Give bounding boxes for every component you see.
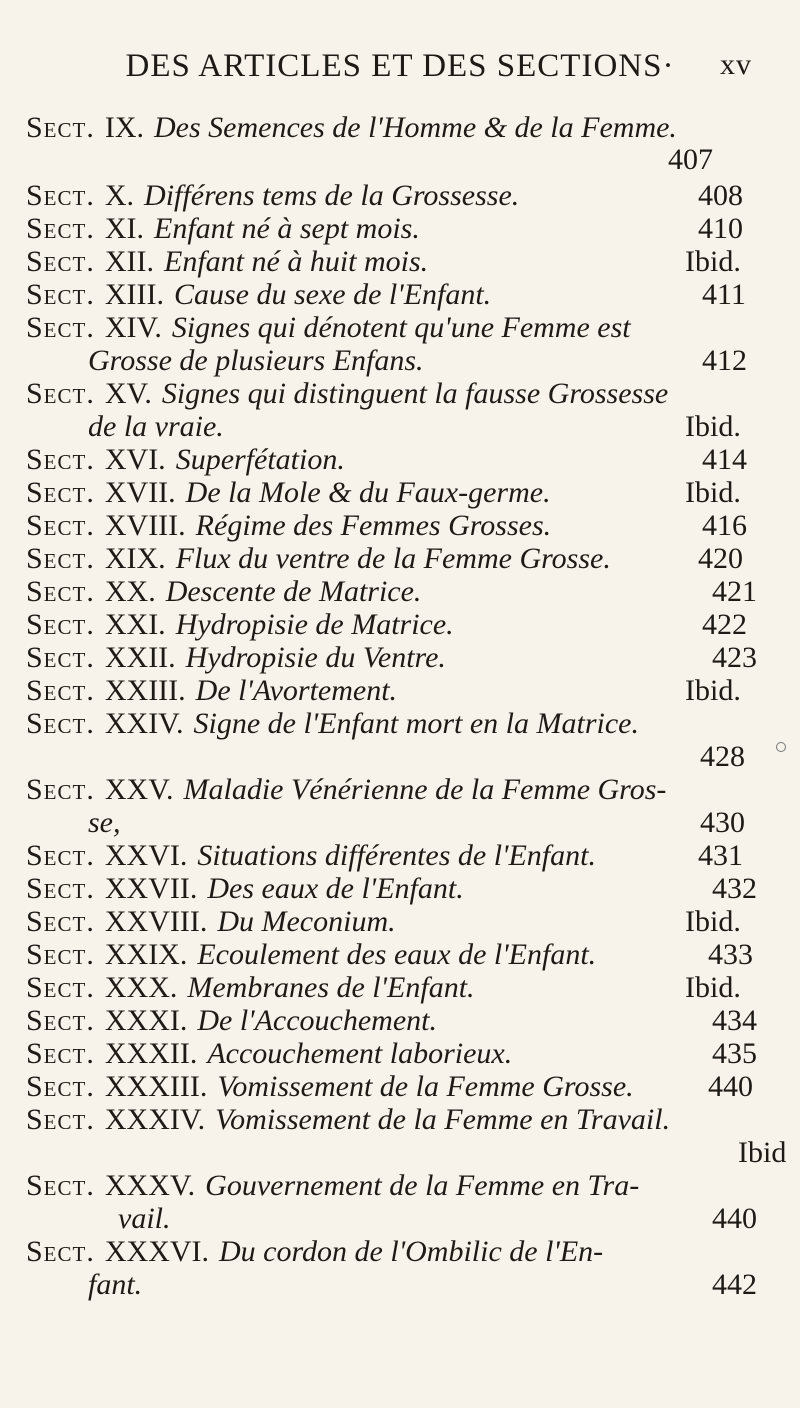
page-number: Ibid.: [685, 971, 741, 1004]
margin-mark: [776, 742, 786, 752]
page-number: 428: [700, 740, 745, 773]
section-number: XXIX.: [104, 938, 188, 971]
toc-entry: [26, 1069, 634, 1105]
section-title: Superfétation.: [175, 443, 345, 476]
section-label: Sect.: [26, 674, 95, 707]
page-number: 432: [712, 872, 757, 905]
section-label: Sect.: [26, 212, 95, 245]
section-label: Sect.: [26, 905, 95, 938]
section-number: XXXIV.: [104, 1103, 206, 1136]
section-label: Sect.: [26, 1103, 95, 1136]
section-label: Sect.: [26, 872, 95, 905]
page-number: 407: [668, 143, 713, 176]
toc-entry: [26, 607, 454, 643]
section-number: XXIII.: [104, 674, 186, 707]
section-title: Des eaux de l'Enfant.: [207, 872, 464, 905]
section-title: Membranes de l'Enfant.: [187, 971, 475, 1004]
page-number: 431: [698, 839, 743, 872]
section-number: XIV.: [104, 311, 162, 344]
page-number: 408: [698, 179, 743, 212]
section-label: Sect.: [26, 839, 95, 872]
section-label: Sect.: [26, 476, 95, 509]
section-label: Sect.: [26, 938, 95, 971]
section-title: De l'Accouchement.: [197, 1004, 437, 1037]
toc-entry: [26, 970, 475, 1006]
section-number: XXX.: [104, 971, 178, 1004]
section-title: Descente de Matrice.: [165, 575, 422, 608]
page-number: Ibid: [738, 1136, 787, 1169]
section-title: Des Semences de l'Homme & de la Femme.: [154, 111, 677, 144]
toc-entry: [26, 475, 551, 511]
section-title: Signes qui dénotent qu'une Femme est: [171, 311, 631, 344]
section-number: X.: [104, 179, 135, 212]
section-number: XXXI.: [104, 1004, 188, 1037]
section-title: Vomissement de la Femme Grosse.: [217, 1070, 634, 1103]
section-title: De la Mole & du Faux-germe.: [185, 476, 551, 509]
page-number: Ibid.: [685, 905, 741, 938]
toc-entry: [26, 1234, 603, 1270]
section-label: Sect.: [26, 575, 95, 608]
toc-entry: [26, 1036, 512, 1072]
page-number: 420: [698, 542, 743, 575]
page-number: Ibid.: [685, 410, 741, 443]
toc-entry: [26, 110, 677, 146]
section-title-continuation: vail.: [118, 1202, 171, 1235]
section-title: Flux du ventre de la Femme Grosse.: [175, 542, 611, 575]
section-label: Sect.: [26, 641, 95, 674]
section-number: XVII.: [104, 476, 176, 509]
section-label: Sect.: [26, 179, 95, 212]
page-number: 440: [708, 1070, 753, 1103]
section-title: Enfant né à sept mois.: [154, 212, 420, 245]
section-title: Gouvernement de la Femme en Tra-: [205, 1169, 640, 1202]
running-header: [0, 48, 800, 85]
header-title: DES ARTICLES ET DES SECTIONS·: [125, 48, 675, 84]
toc-entry: [26, 376, 668, 412]
page-number: 435: [712, 1037, 757, 1070]
section-label: Sect.: [26, 443, 95, 476]
section-label: Sect.: [26, 509, 95, 542]
section-title: Ecoulement des eaux de l'Enfant.: [197, 938, 597, 971]
section-label: Sect.: [26, 1004, 95, 1037]
section-number: XXVII.: [104, 872, 198, 905]
page-number: 421: [712, 575, 757, 608]
section-label: Sect.: [26, 1037, 95, 1070]
section-number: XV.: [104, 377, 152, 410]
section-title: Du Meconium.: [217, 905, 396, 938]
toc-entry: [26, 640, 446, 676]
page-number: 414: [702, 443, 747, 476]
toc-entry: [26, 838, 596, 874]
section-number: XXVI.: [104, 839, 188, 872]
section-title: Maladie Vénérienne de la Femme Gros-: [183, 773, 667, 806]
section-title: Hydropisie du Ventre.: [185, 641, 446, 674]
section-title: Du cordon de l'Ombilic de l'En-: [219, 1235, 604, 1268]
section-number: XIX.: [104, 542, 166, 575]
section-number: XXI.: [104, 608, 166, 641]
page-number: Ibid.: [685, 245, 741, 278]
section-label: Sect.: [26, 773, 95, 806]
section-label: Sect.: [26, 111, 95, 144]
section-title: Cause du sexe de l'Enfant.: [174, 278, 492, 311]
page-number: 440: [712, 1202, 757, 1235]
toc-entry: [26, 904, 396, 940]
toc-entry: [26, 178, 519, 214]
section-number: XXIV.: [104, 707, 184, 740]
section-label: Sect.: [26, 1169, 95, 1202]
section-label: Sect.: [26, 1070, 95, 1103]
section-number: XVIII.: [104, 509, 186, 542]
page-number: 422: [702, 608, 747, 641]
section-number: XXV.: [104, 773, 174, 806]
page-number: 411: [702, 278, 746, 311]
page-number: Ibid.: [685, 674, 741, 707]
section-label: Sect.: [26, 608, 95, 641]
page-number: 416: [702, 509, 747, 542]
toc-entry: [26, 772, 666, 808]
section-number: XXVIII.: [104, 905, 208, 938]
section-number: XXXVI.: [104, 1235, 210, 1268]
section-number: XII.: [104, 245, 155, 278]
toc-entry: [26, 673, 397, 709]
section-number: XXII.: [104, 641, 176, 674]
section-label: Sect.: [26, 707, 95, 740]
toc-entry: [26, 937, 596, 973]
section-number: XX.: [104, 575, 156, 608]
section-number: XXXII.: [104, 1037, 198, 1070]
page-number: 412: [702, 344, 747, 377]
section-number: XVI.: [104, 443, 166, 476]
section-title: Régime des Femmes Grosses.: [195, 509, 552, 542]
toc-entry: [26, 211, 420, 247]
toc-entry: [26, 277, 491, 313]
toc-entry: [26, 508, 551, 544]
page-number: 430: [700, 806, 745, 839]
page-number: 434: [712, 1004, 757, 1037]
section-title: Accouchement laborieux.: [207, 1037, 513, 1070]
toc-entry: [26, 1102, 670, 1138]
toc-entry: [26, 871, 464, 907]
toc-entry: [26, 1003, 437, 1039]
section-title-continuation: Grosse de plusieurs Enfans.: [88, 344, 424, 377]
section-title-continuation: se,: [88, 806, 121, 839]
section-label: Sect.: [26, 971, 95, 1004]
section-label: Sect.: [26, 542, 95, 575]
section-title: Enfant né à huit mois.: [164, 245, 429, 278]
section-number: XXXV.: [104, 1169, 196, 1202]
toc-entry: [26, 1168, 639, 1204]
section-number: XIII.: [104, 278, 164, 311]
section-title: Vomissement de la Femme en Travail.: [215, 1103, 671, 1136]
header-page-number: xv: [720, 48, 752, 81]
section-number: IX.: [104, 111, 145, 144]
section-title: Signes qui distinguent la fausse Grossesse: [161, 377, 669, 410]
section-label: Sect.: [26, 278, 95, 311]
section-title-continuation: fant.: [88, 1268, 143, 1301]
section-label: Sect.: [26, 1235, 95, 1268]
section-title-continuation: de la vraie.: [88, 410, 224, 443]
section-title: Hydropisie de Matrice.: [175, 608, 454, 641]
toc-entry: [26, 442, 345, 478]
page-number: Ibid.: [685, 476, 741, 509]
toc-entry: [26, 574, 421, 610]
section-title: Différens tems de la Grossesse.: [144, 179, 520, 212]
section-label: Sect.: [26, 311, 95, 344]
toc-entry: [26, 706, 639, 742]
page-number: 423: [712, 641, 757, 674]
section-title: Situations différentes de l'Enfant.: [197, 839, 596, 872]
page-number: 433: [708, 938, 753, 971]
section-number: XI.: [104, 212, 145, 245]
section-title: Signe de l'Enfant mort en la Matrice.: [193, 707, 639, 740]
toc-entry: [26, 310, 631, 346]
section-title: De l'Avortement.: [195, 674, 398, 707]
page-number: 410: [698, 212, 743, 245]
toc-entry: [26, 541, 611, 577]
section-label: Sect.: [26, 245, 95, 278]
section-number: XXXIII.: [104, 1070, 208, 1103]
section-label: Sect.: [26, 377, 95, 410]
toc-entry: [26, 244, 428, 280]
page-number: 442: [712, 1268, 757, 1301]
